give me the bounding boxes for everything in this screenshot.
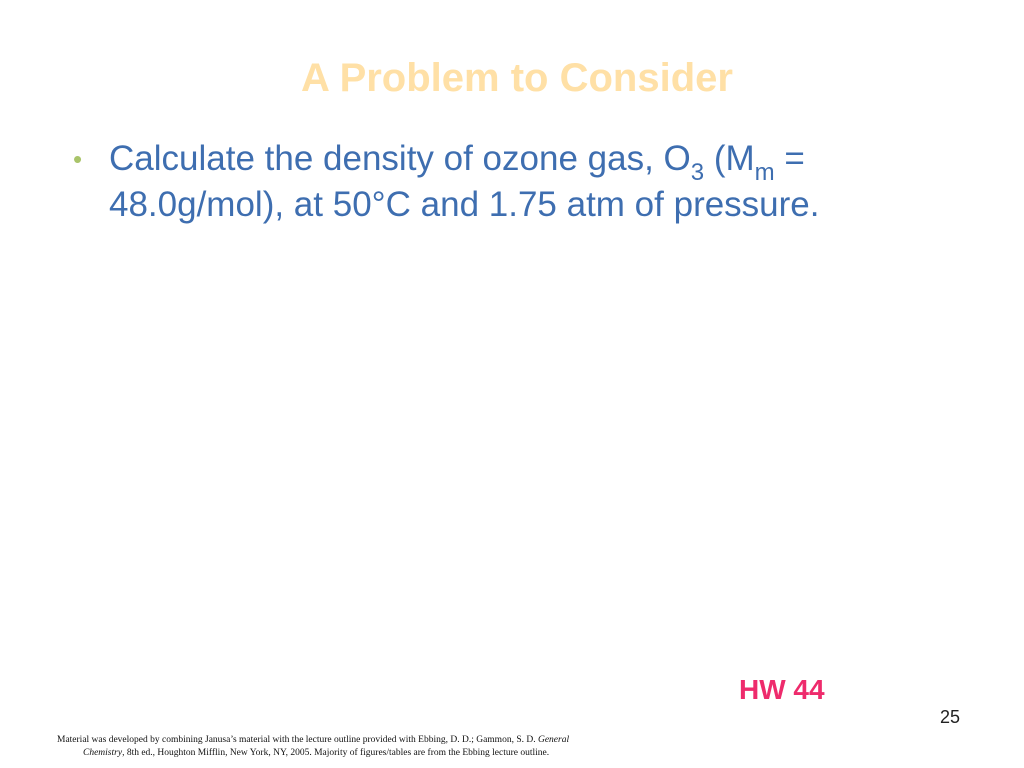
- subscript-3: 3: [690, 159, 705, 186]
- bullet-line-1: [109, 136, 973, 186]
- footer-citation: [57, 734, 707, 760]
- bullet-list: [73, 136, 973, 228]
- bullet-line-2: 48.0g/mol), at 50°C and 1.75 atm of pressure.: [109, 185, 820, 224]
- footer-italic: Chemistry: [83, 748, 123, 758]
- bullet-item: [73, 136, 973, 228]
- bullet-text-part: =: [774, 139, 805, 178]
- bullet-marker: •: [73, 144, 83, 174]
- subscript-m: m: [754, 159, 775, 186]
- slide-title: A Problem to Consider: [301, 56, 733, 100]
- page-number: 25: [940, 707, 961, 727]
- homework-label: HW 44: [739, 674, 825, 705]
- footer-text: , 8th ed., Houghton Mifflin, New York, NY, 2005. Majority of figures/tables are from the Ebbing lecture outline.: [122, 748, 550, 758]
- footer-italic: General: [537, 735, 570, 745]
- bullet-text-part: (M: [704, 139, 755, 178]
- footer-line-2: [57, 747, 707, 760]
- bullet-text-part: Calculate the density of ozone gas, O: [109, 139, 691, 178]
- footer-line-1: [57, 734, 707, 747]
- footer-text: Material was developed by combining Janusa’s material with the lecture outline provided with Ebbing, D. D.; Gammon, S. D.: [57, 735, 538, 745]
